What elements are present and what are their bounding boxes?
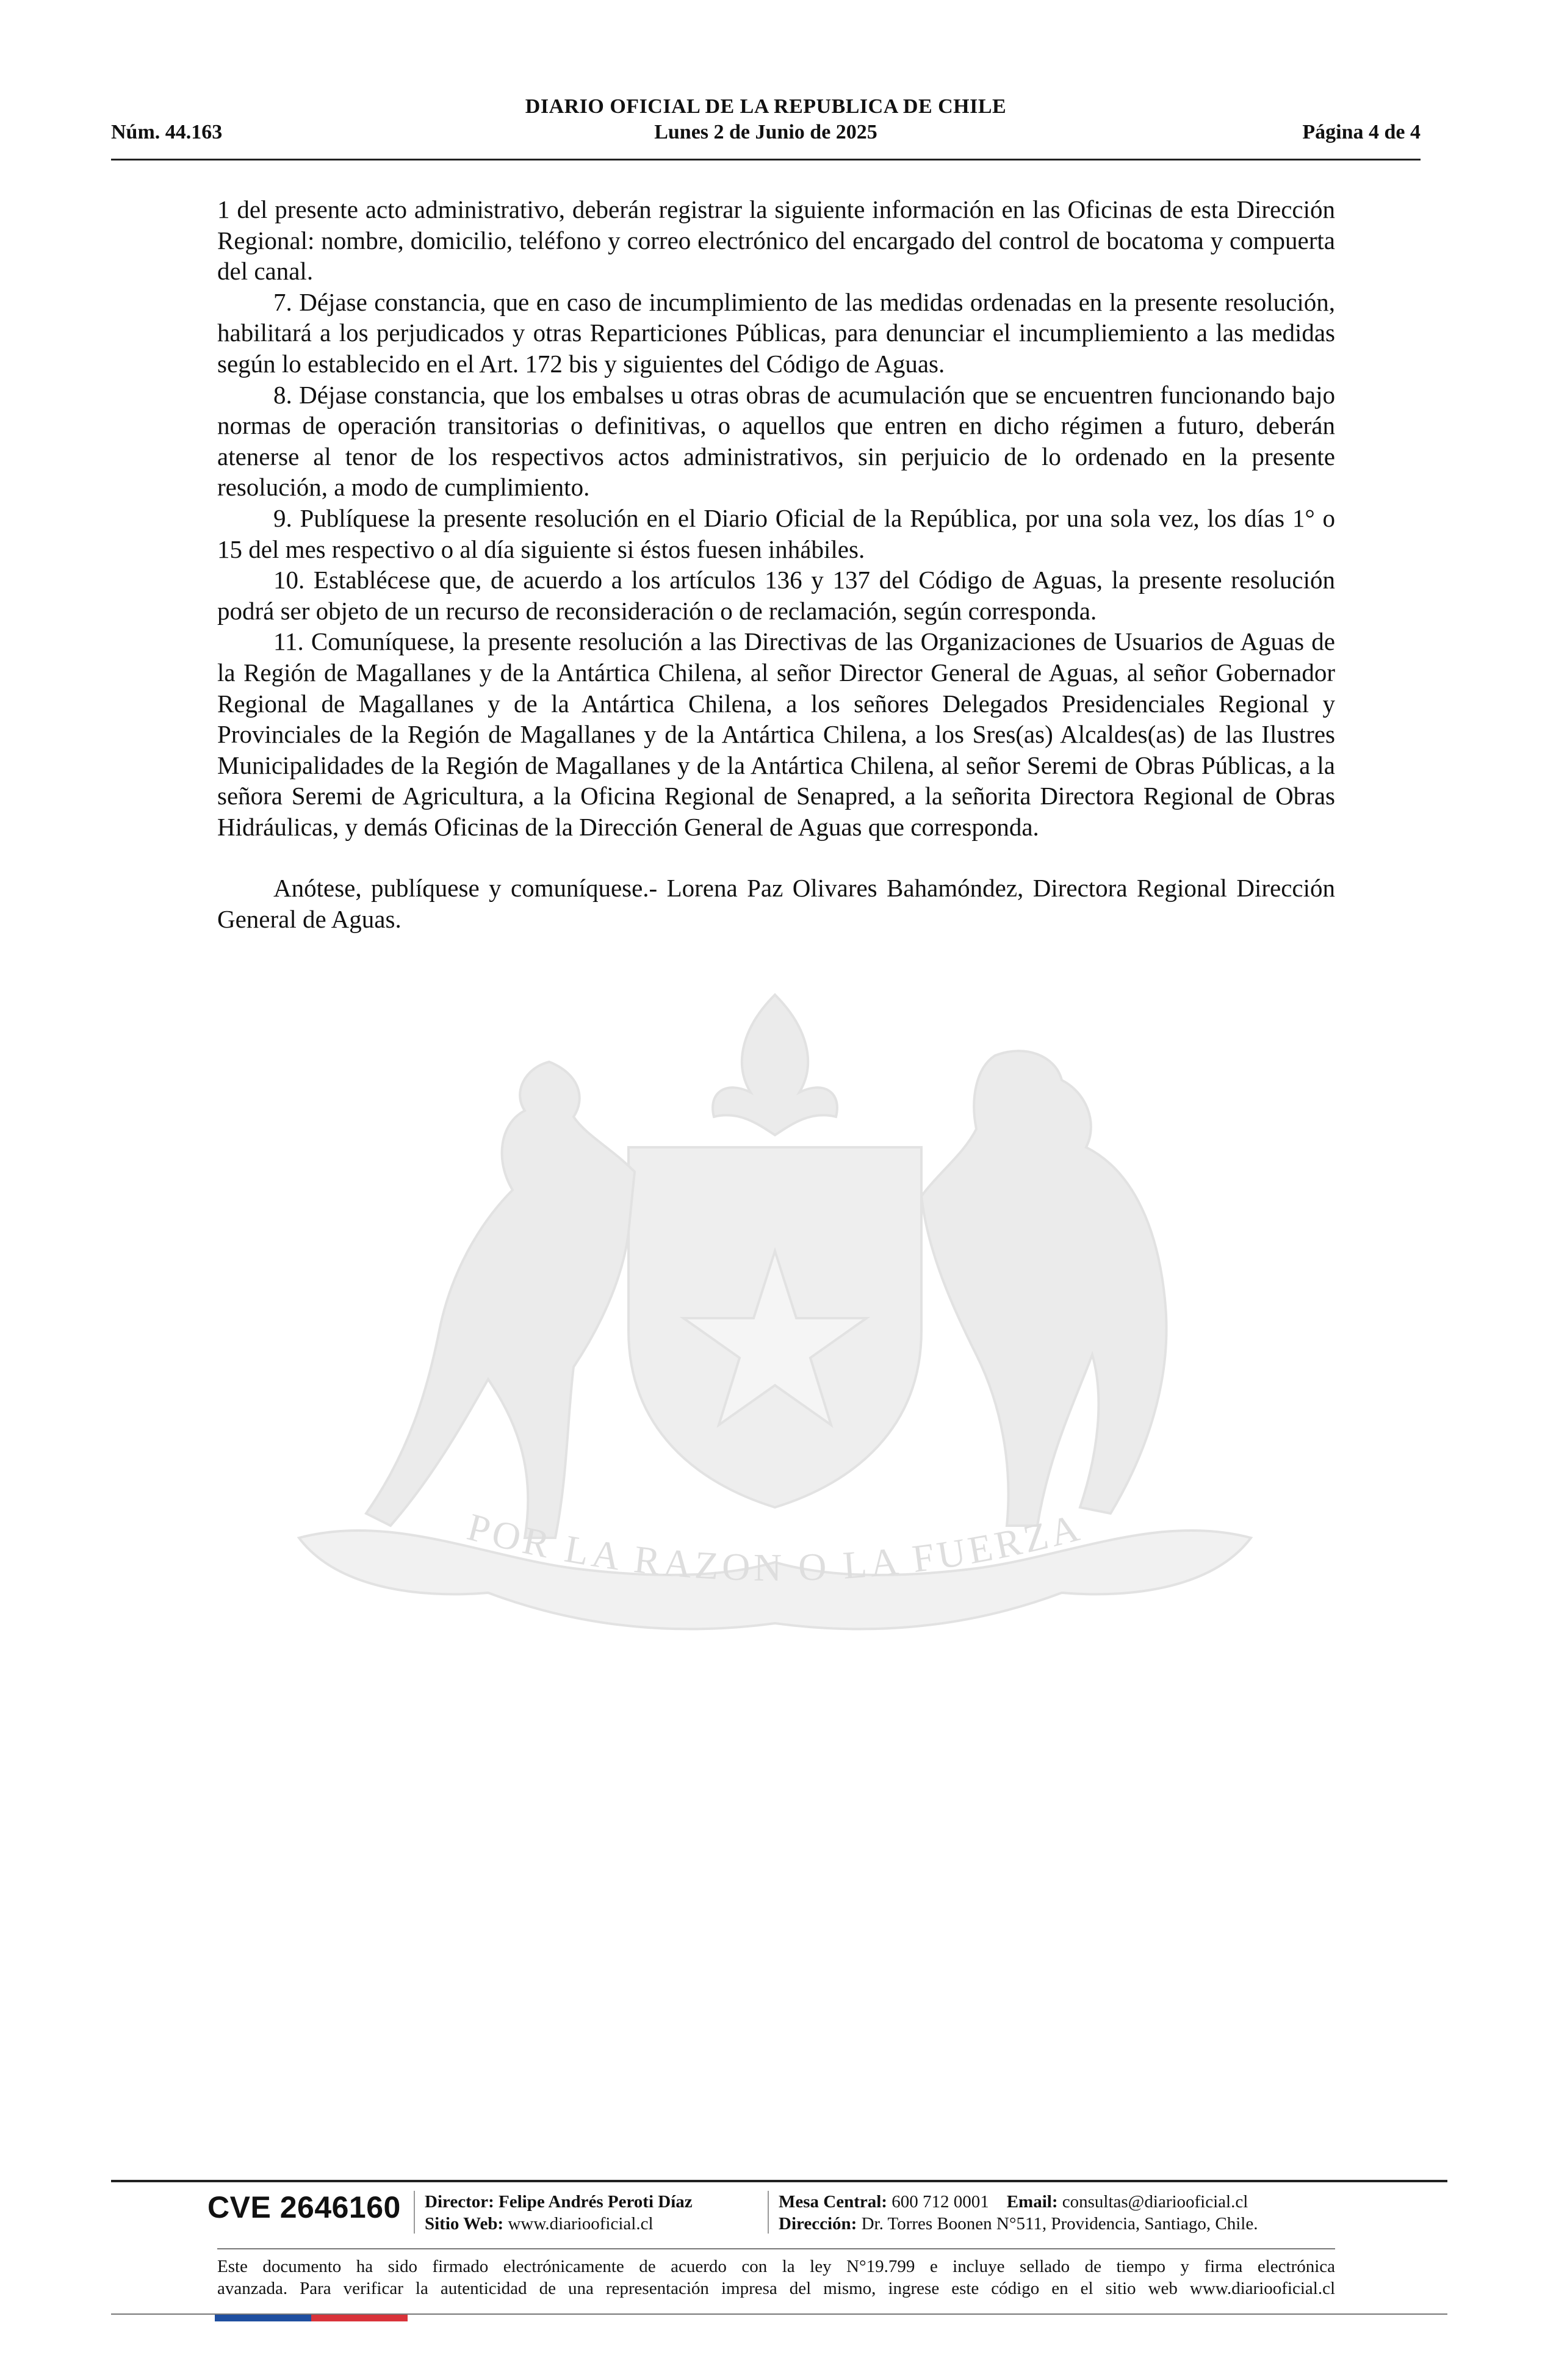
closing-signature: Anótese, publíquese y comuníquese.- Lorena Paz Olivares Bahamóndez, Directora Regional Dirección General de Aguas.: [217, 874, 1335, 934]
director-name: Felipe Andrés Peroti Díaz: [499, 2192, 693, 2212]
paragraph-item-8: 8. Déjase constancia, que los embalses u otras obras de acumulación que se encuentren funcionando bajo normas de operación transitorias o definitivas, o aquellos que entren en dicho régimen a futuro, deberán atenerse al tenor de los respectivos actos administrativos, sin perjuicio de lo ordenado en la presente resolución, a modo de cumplimiento.: [217, 380, 1335, 502]
email-link[interactable]: consultas@diariooficial.cl: [1062, 2192, 1248, 2212]
paragraph-item-7: 7. Déjase constancia, que en caso de incumplimiento de las medidas ordenadas en la presente resolución, habilitará a los perjudicados y otras Reparticiones Públicas, para denunciar el incumpliemiento a las medidas según lo establecido en el Art. 172 bis y siguientes del Código de Aguas.: [217, 287, 1335, 378]
address-label: Dirección:: [779, 2214, 857, 2234]
cve-code: CVE 2646160: [207, 2190, 401, 2224]
coat-of-arms-watermark: [207, 989, 1342, 1672]
page-number: Página 4 de 4: [1302, 121, 1421, 143]
issue-date: Lunes 2 de Junio de 2025: [654, 121, 877, 143]
footer-contact-block: [779, 2191, 1258, 2235]
footer-separator: [414, 2191, 415, 2234]
footer-top-divider: [111, 2180, 1447, 2182]
header-meta-row: [111, 121, 1421, 148]
electronic-signature-disclaimer: [217, 2256, 1335, 2299]
disclaimer-line: avanzada. Para verificar la autenticidad de una representación impresa del mismo, ingrese este código en el sitio web www.diariooficial.cl: [217, 2279, 1335, 2298]
flag-stripe-blue: [215, 2315, 311, 2321]
paragraph-item-11: 11. Comuníquese, la presente resolución a las Directivas de las Organizaciones de Usuarios de Aguas de la Región de Magallanes y de la Antártica Chilena, al señor Director General de Aguas, al señor Gobernador Regional de Magallanes y de la Antártica Chilena, a los señores Delegados Presidenciales Regional y Provinciales de la Región de Magallanes y de la Antártica Chilena, a los Sres(as) Alcaldes(as) de las Ilustres Municipalidades de la Región de Magallanes y de la Antártica Chilena, al señor Seremi de Obras Públicas, a la señora Seremi de Agricultura, a la Oficina Regional de Senapred, a la señorita Directora Regional de Obras Hidráulicas, y demás Oficinas de la Dirección General de Aguas que corresponda.: [217, 627, 1335, 841]
address-value: Dr. Torres Boonen N°511, Providencia, Santiago, Chile.: [861, 2214, 1258, 2234]
condor-icon: [921, 1051, 1167, 1526]
footer-mid-divider: [217, 2248, 1335, 2249]
director-label: Director:: [425, 2192, 494, 2212]
document-body: [217, 194, 1335, 935]
paragraph-item-9: 9. Publíquese la presente resolución en el Diario Oficial de la República, por una sola vez, los días 1° o 15 del mes respectivo o al día siguiente si éstos fuesen inhábiles.: [217, 503, 1335, 563]
huemul-icon: [366, 1062, 635, 1538]
newspaper-title: DIARIO OFICIAL DE LA REPUBLICA DE CHILE: [525, 95, 1007, 118]
website-label: Sitio Web:: [425, 2214, 504, 2234]
coat-of-arms-motto: POR LA RAZON O LA FUERZA: [463, 1505, 1087, 1590]
email-label: Email:: [1006, 2192, 1058, 2212]
page-header: [111, 92, 1421, 160]
footer-director-block: [425, 2191, 693, 2235]
issue-number: Núm. 44.163: [111, 121, 223, 143]
paragraph-item-10: 10. Establécese que, de acuerdo a los artículos 136 y 137 del Código de Aguas, la presente resolución podrá ser objeto de un recurso de reconsideración o de reclamación, según corresponda.: [217, 566, 1335, 625]
phone-value: 600 712 0001: [891, 2192, 989, 2212]
phone-label: Mesa Central:: [779, 2192, 887, 2212]
plume-icon: [713, 995, 837, 1135]
disclaimer-line: Este documento ha sido firmado electrónicamente de acuerdo con la ley N°19.799 e incluye sellado de tiempo y firma electrónica: [217, 2257, 1335, 2276]
flag-stripe-red: [311, 2315, 408, 2321]
website-link[interactable]: www.diariooficial.cl: [508, 2214, 654, 2234]
footer-separator: [768, 2191, 769, 2234]
paragraph-continuation: 1 del presente acto administrativo, deberán registrar la siguiente información en las Oficinas de esta Dirección Regional: nombre, domicilio, teléfono y correo electrónico del encargado del control de bocatoma y compuerta del canal.: [217, 195, 1335, 286]
